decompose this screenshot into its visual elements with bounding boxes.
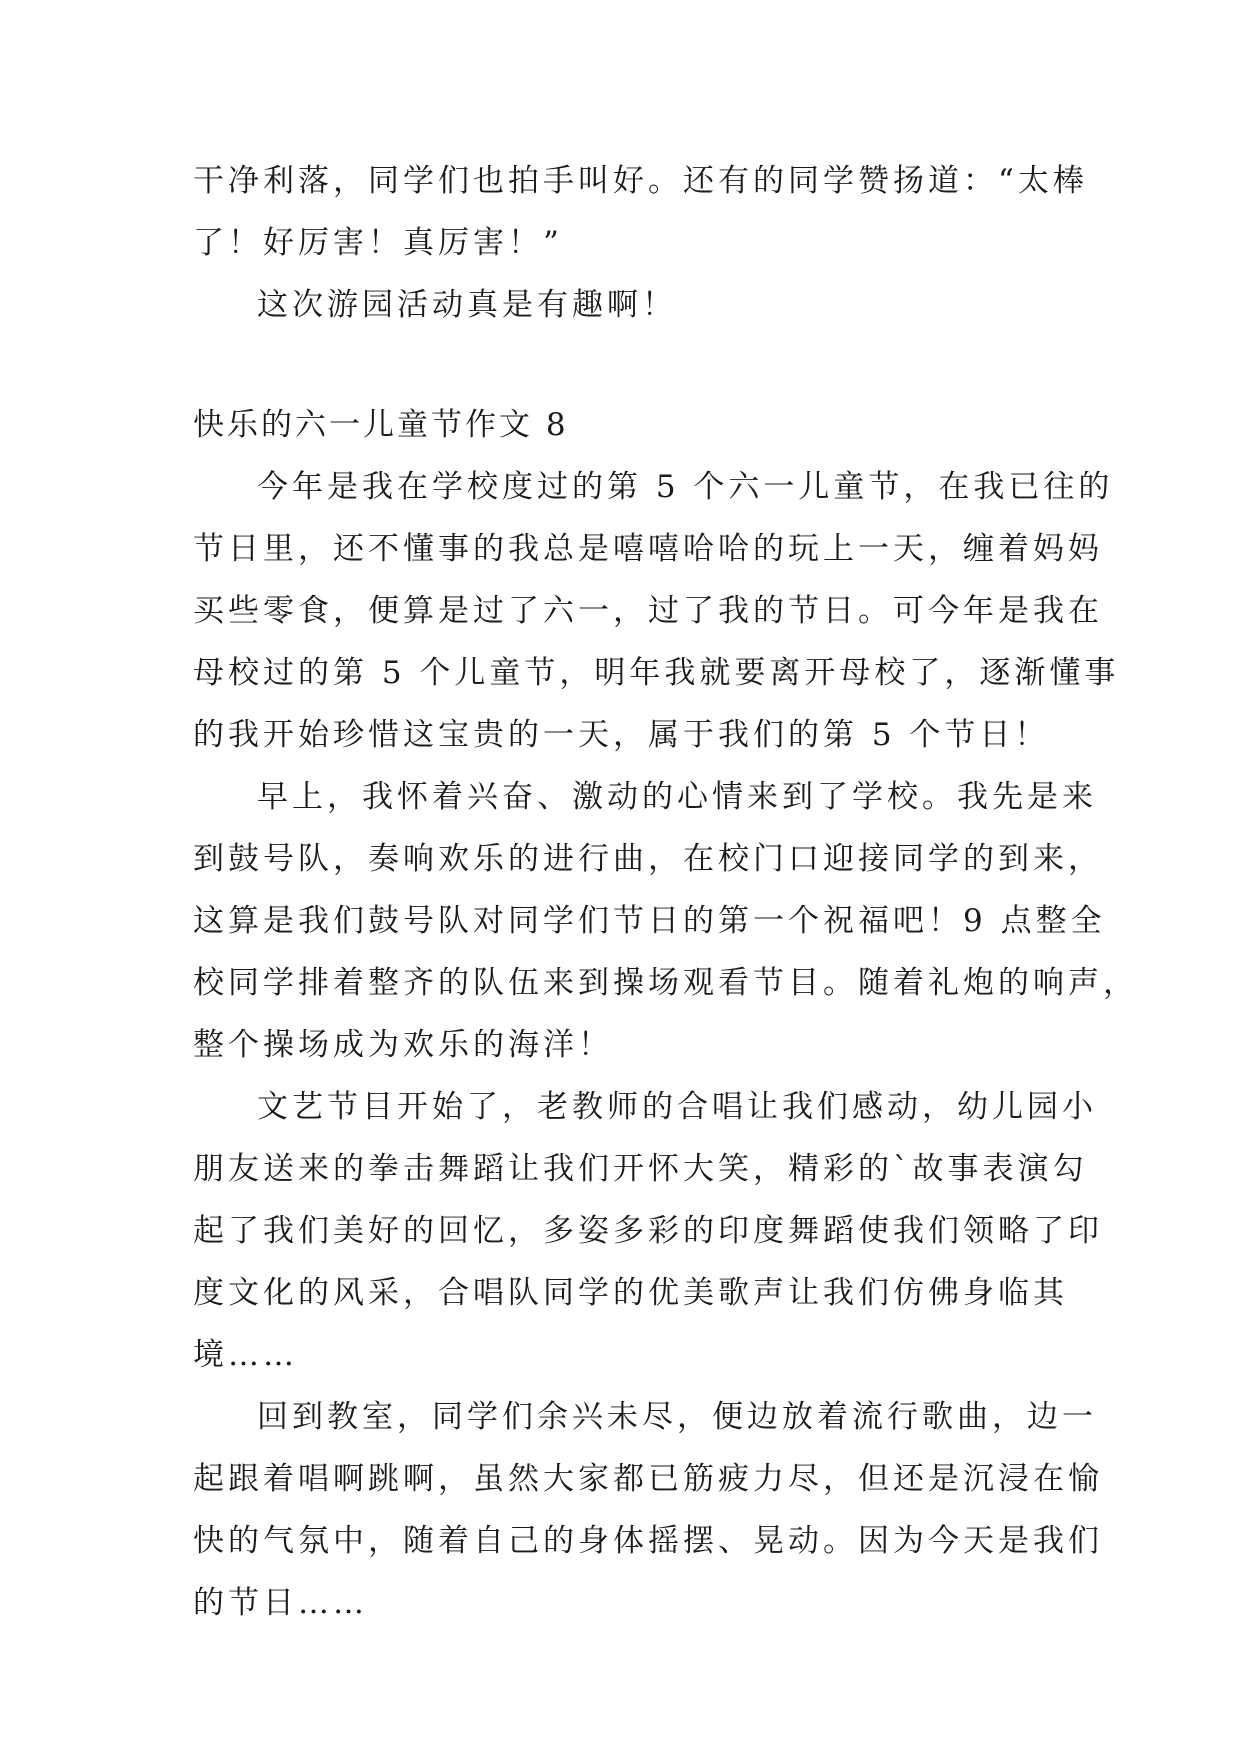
document-body [193,160,1138,1624]
paragraph [193,466,1120,756]
text-line: 文艺节目开始了，老教师的合唱让我们感动，幼儿园小 [257,1089,1097,1125]
text-line: 了！好厉害！真厉害！” [193,225,563,261]
paragraph [193,160,1088,264]
paragraph [193,1396,1103,1624]
text-line: 买些零食，便算是过了六一，过了我的节日。可今年是我在 [193,593,1103,629]
text-line: 快的气氛中，随着自己的身体摇摆、晃动。因为今天是我们 [193,1523,1103,1559]
paragraph [193,284,1053,326]
paragraph [193,1086,1103,1376]
text-line: 母校过的第 5 个儿童节，明年我就要离开母校了，逐渐懂事 [193,655,1120,691]
text-line: 校同学排着整齐的队伍来到操场观看节目。随着礼炮的响声， [193,965,1138,1001]
text-line: 节日里，还不懂事的我总是嘻嘻哈哈的玩上一天，缠着妈妈 [193,531,1103,567]
text-line: 今年是我在学校度过的第 5 个六一儿童节，在我已往的 [257,469,1114,505]
text-line: 境…… [193,1337,298,1373]
text-line: 早上，我怀着兴奋、激动的心情来到了学校。我先是来 [257,779,1097,815]
text-line: 的节日…… [193,1585,368,1621]
text-line: 这次游园活动真是有趣啊！ [257,287,677,323]
text-line: 朋友送来的拳击舞蹈让我们开怀大笑，精彩的`故事表演勾 [193,1151,1088,1187]
text-line: 起跟着唱啊跳啊，虽然大家都已筋疲力尽，但还是沉浸在愉 [193,1461,1103,1497]
paragraph [193,776,1138,1066]
text-line: 的我开始珍惜这宝贵的一天，属于我们的第 5 个节日！ [193,717,1050,753]
text-line: 回到教室，同学们余兴未尽，便边放着流行歌曲，边一 [257,1399,1097,1435]
text-line: 到鼓号队，奏响欢乐的进行曲，在校门口迎接同学的到来， [193,841,1103,877]
text-line: 度文化的风采，合唱队同学的优美歌声让我们仿佛身临其 [193,1275,1068,1311]
text-line: 整个操场成为欢乐的海洋！ [193,1027,613,1063]
text-line: 这算是我们鼓号队对同学们节日的第一个祝福吧！9 点整全 [193,903,1106,939]
section-title: 快乐的六一儿童节作文 8 [193,407,569,443]
text-line: 干净利落，同学们也拍手叫好。还有的同学赞扬道：“太棒 [193,163,1088,199]
text-line: 起了我们美好的回忆，多姿多彩的印度舞蹈使我们领略了印 [193,1213,1103,1249]
